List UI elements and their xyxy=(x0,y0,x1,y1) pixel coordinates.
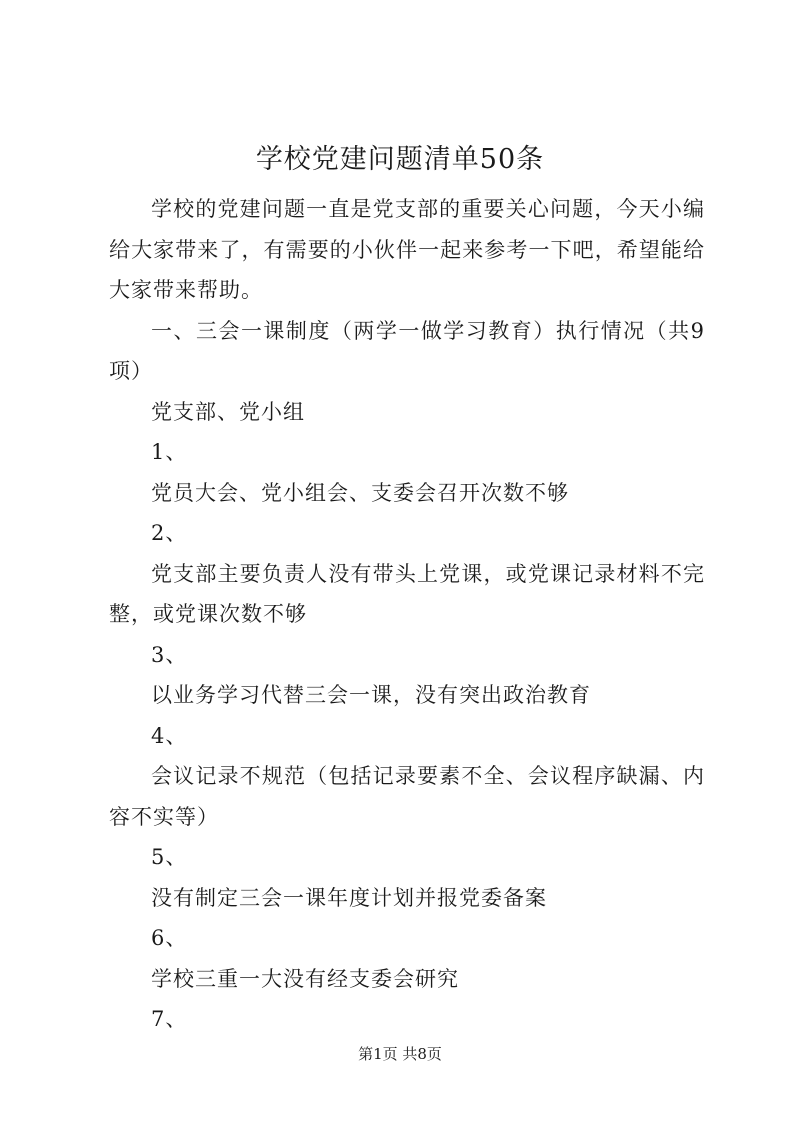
paragraph-intro: 学校的党建问题一直是党支部的重要关心问题，今天小编给大家带来了，有需要的小伙伴一起来参考一下吧，希望能给大家带来帮助。 xyxy=(109,197,705,302)
section-heading: 一、三会一课制度（两学一做学习教育）执行情况（共9项） xyxy=(109,318,705,383)
page-footer: 第1页 共8页 xyxy=(358,1045,442,1063)
item-text: 以业务学习代替三会一课，没有突出政治教育 xyxy=(151,683,591,707)
item-text: 党支部主要负责人没有带头上党课，或党课记录材料不完整，或党课次数不够 xyxy=(109,561,705,626)
item-number: 3、 xyxy=(151,642,188,667)
item-number: 4、 xyxy=(151,723,188,748)
document-title: 学校党建问题清单50条 xyxy=(255,144,545,175)
item-number: 2、 xyxy=(151,521,188,545)
item-number: 6、 xyxy=(151,926,188,950)
item-number: 7、 xyxy=(151,1007,188,1031)
item-text: 党员大会、党小组会、支委会召开次数不够 xyxy=(151,480,569,505)
item-text: 会议记录不规范（包括记录要素不全、会议程序缺漏、内容不实等） xyxy=(109,764,705,829)
paragraph: 党支部、党小组 xyxy=(151,399,305,424)
item-text: 学校三重一大没有经支委会研究 xyxy=(151,966,459,991)
document-body xyxy=(109,189,705,1040)
item-number: 1、 xyxy=(151,440,188,464)
item-text: 没有制定三会一课年度计划并报党委备案 xyxy=(151,885,547,910)
item-number: 5、 xyxy=(151,845,188,869)
